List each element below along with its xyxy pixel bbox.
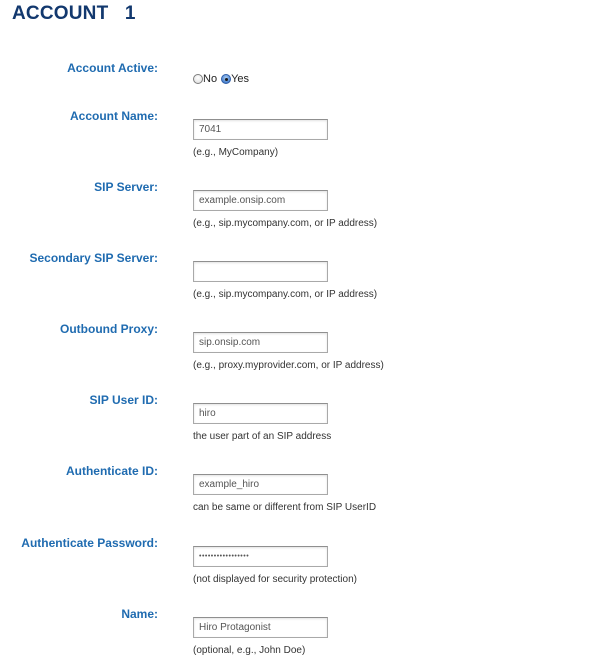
account-name-hint: (e.g., MyCompany) <box>193 147 279 158</box>
display-name-label: Name: <box>121 607 158 621</box>
authenticate-id-input[interactable] <box>193 474 328 495</box>
account-active-label: Account Active: <box>67 61 158 75</box>
account-active-no-radio[interactable] <box>193 74 203 84</box>
authenticate-id-row <box>0 464 591 524</box>
authenticate-password-row <box>0 536 591 596</box>
secondary-sip-server-row <box>0 251 591 311</box>
outbound-proxy-input[interactable] <box>193 332 328 353</box>
sip-user-id-input[interactable] <box>193 403 328 424</box>
secondary-sip-server-hint: (e.g., sip.mycompany.com, or IP address) <box>193 289 378 300</box>
account-name-label: Account Name: <box>69 109 158 123</box>
display-name-input[interactable] <box>193 617 328 638</box>
account-name-row <box>0 109 591 169</box>
display-name-hint: (optional, e.g., John Doe) <box>193 645 306 656</box>
authenticate-password-input[interactable] <box>193 546 328 567</box>
sip-user-id-label: SIP User ID: <box>89 393 158 407</box>
outbound-proxy-row <box>0 322 591 382</box>
sip-server-label: SIP Server: <box>94 180 158 194</box>
outbound-proxy-label: Outbound Proxy: <box>60 322 158 336</box>
account-active-yes-radio[interactable] <box>221 74 231 84</box>
authenticate-password-hint: (not displayed for security protection) <box>193 574 357 585</box>
authenticate-password-label: Authenticate Password: <box>21 536 158 550</box>
outbound-proxy-hint: (e.g., proxy.myprovider.com, or IP address) <box>193 360 384 371</box>
authenticate-id-hint: can be same or different from SIP UserID <box>193 502 377 513</box>
display-name-row <box>0 607 591 665</box>
sip-server-input[interactable] <box>193 190 328 211</box>
sip-user-id-hint: the user part of an SIP address <box>193 431 332 442</box>
page-title: ACCOUNT 1 <box>12 3 136 24</box>
account-name-input[interactable] <box>193 119 328 140</box>
secondary-sip-server-input[interactable] <box>193 261 328 282</box>
account-active-no-label[interactable]: No <box>203 73 218 85</box>
sip-server-hint: (e.g., sip.mycompany.com, or IP address) <box>193 218 378 229</box>
account-active-radio-group <box>193 73 253 85</box>
authenticate-id-label: Authenticate ID: <box>65 464 158 478</box>
secondary-sip-server-label: Secondary SIP Server: <box>29 251 158 265</box>
account-active-yes-label[interactable]: Yes <box>231 73 250 85</box>
sip-user-id-row <box>0 393 591 453</box>
sip-server-row <box>0 180 591 240</box>
